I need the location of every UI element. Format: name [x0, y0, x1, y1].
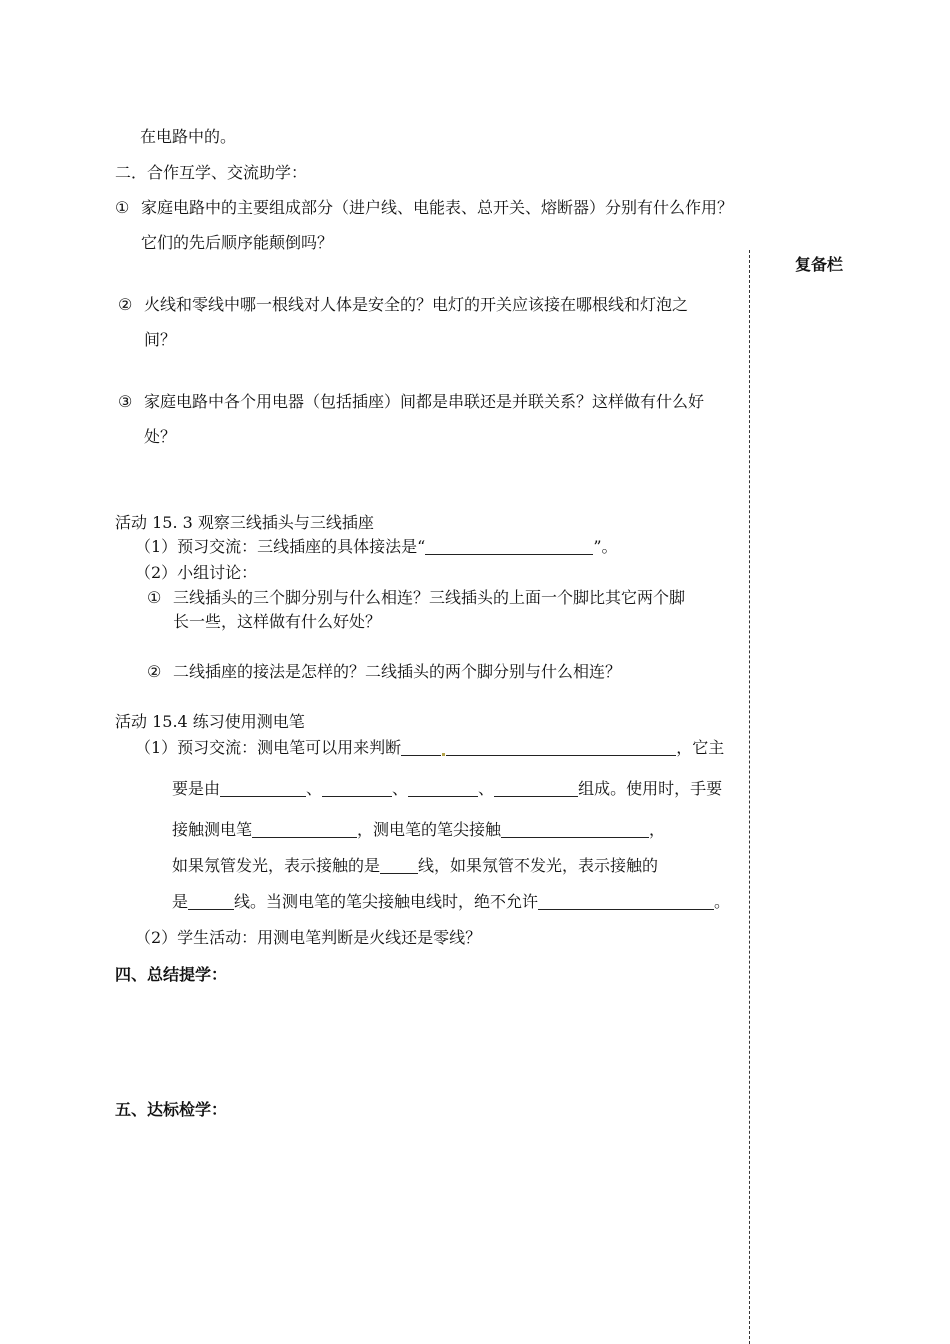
preview-text: 要是由: [172, 779, 221, 798]
question-text: 家庭电路中各个用电器（包括插座）间都是串联还是并联关系？这样做有什么好: [144, 392, 705, 411]
preview-text: ，: [649, 820, 666, 839]
review-column-divider: [749, 250, 750, 1344]
question-1-continued: 它们的先后顺序能颠倒吗？: [141, 233, 334, 252]
preview-text: 是: [172, 892, 189, 911]
activity-15-3-title: 活动 15. 3 观察三线插头与三线插座: [115, 513, 374, 532]
discussion-item-2: [147, 662, 621, 682]
discussion-heading: （2）小组讨论：: [135, 563, 258, 582]
activity-15-4-title: 活动 15.4 练习使用测电笔: [115, 712, 305, 731]
discussion-number: ②: [147, 662, 162, 681]
review-column-label: 复备栏: [795, 255, 844, 274]
fill-blank: [322, 782, 392, 797]
section2-heading: 二．合作互学、交流助学：: [115, 163, 308, 182]
section5-heading: 五、达标检学：: [115, 1100, 228, 1119]
discussion-item-1: [147, 588, 685, 608]
activity-15-3-preview: [135, 537, 618, 557]
discussion-text: 二线插座的接法是怎样的？二线插头的两个脚分别与什么相连？: [173, 662, 622, 681]
question-3: [118, 392, 704, 412]
fill-blank: [401, 741, 441, 756]
discussion-number: ①: [147, 588, 162, 607]
fill-blank: [446, 741, 676, 756]
question-number: ①: [115, 198, 130, 217]
preview-text: 如果氖管发光，表示接触的是: [172, 856, 381, 875]
preview-text: ，测电笔的笔尖接触: [357, 820, 502, 839]
question-1: [115, 198, 733, 218]
fill-blank: [501, 823, 649, 838]
stray-mark: [442, 753, 445, 756]
question-2-continued: 间？: [144, 330, 177, 349]
question-number: ②: [118, 295, 133, 314]
separator: 、: [392, 779, 409, 798]
fill-blank: [494, 782, 578, 797]
activity-15-4-preview-line-2: [172, 779, 722, 799]
fill-blank: [425, 540, 593, 555]
intro-tail: 在电路中的。: [140, 127, 237, 146]
fill-blank: [538, 895, 714, 910]
preview-text: 。: [714, 892, 731, 911]
preview-text: 线，如果氖管不发光，表示接触的: [418, 856, 659, 875]
discussion-item-1-continued: 长一些，这样做有什么好处？: [173, 612, 382, 631]
preview-text: 接触测电笔: [172, 820, 253, 839]
question-text: 火线和零线中哪一根线对人体是安全的？电灯的开关应该接在哪根线和灯泡之: [144, 295, 689, 314]
preview-text: 线。当测电笔的笔尖接触电线时，绝不允许: [234, 892, 539, 911]
fill-blank: [408, 782, 478, 797]
fill-blank: [380, 859, 418, 874]
preview-text-end: ”。: [593, 537, 618, 556]
question-number: ③: [118, 392, 133, 411]
preview-text: （1）预习交流：三线插座的具体接法是“: [135, 537, 426, 556]
question-3-continued: 处？: [144, 427, 177, 446]
activity-15-4-preview-line-5: [172, 892, 730, 912]
fill-blank: [220, 782, 306, 797]
student-activity: （2）学生活动：用测电笔判断是火线还是零线？: [135, 928, 482, 947]
preview-text: 组成。使用时，手要: [578, 779, 723, 798]
preview-text: ，它主: [676, 738, 725, 757]
question-text: 家庭电路中的主要组成部分（进户线、电能表、总开关、熔断器）分别有什么作用？: [141, 198, 734, 217]
activity-15-4-preview-line-4: [172, 856, 658, 876]
activity-15-4-preview-line-1: [135, 738, 724, 758]
activity-15-4-preview-line-3: [172, 820, 665, 840]
question-2: [118, 295, 688, 315]
separator: 、: [306, 779, 323, 798]
preview-text: （1）预习交流：测电笔可以用来判断: [135, 738, 402, 757]
discussion-text: 三线插头的三个脚分别与什么相连？三线插头的上面一个脚比其它两个脚: [173, 588, 686, 607]
separator: 、: [478, 779, 495, 798]
fill-blank: [188, 895, 234, 910]
fill-blank: [252, 823, 357, 838]
section4-heading: 四、总结提学：: [115, 965, 228, 984]
